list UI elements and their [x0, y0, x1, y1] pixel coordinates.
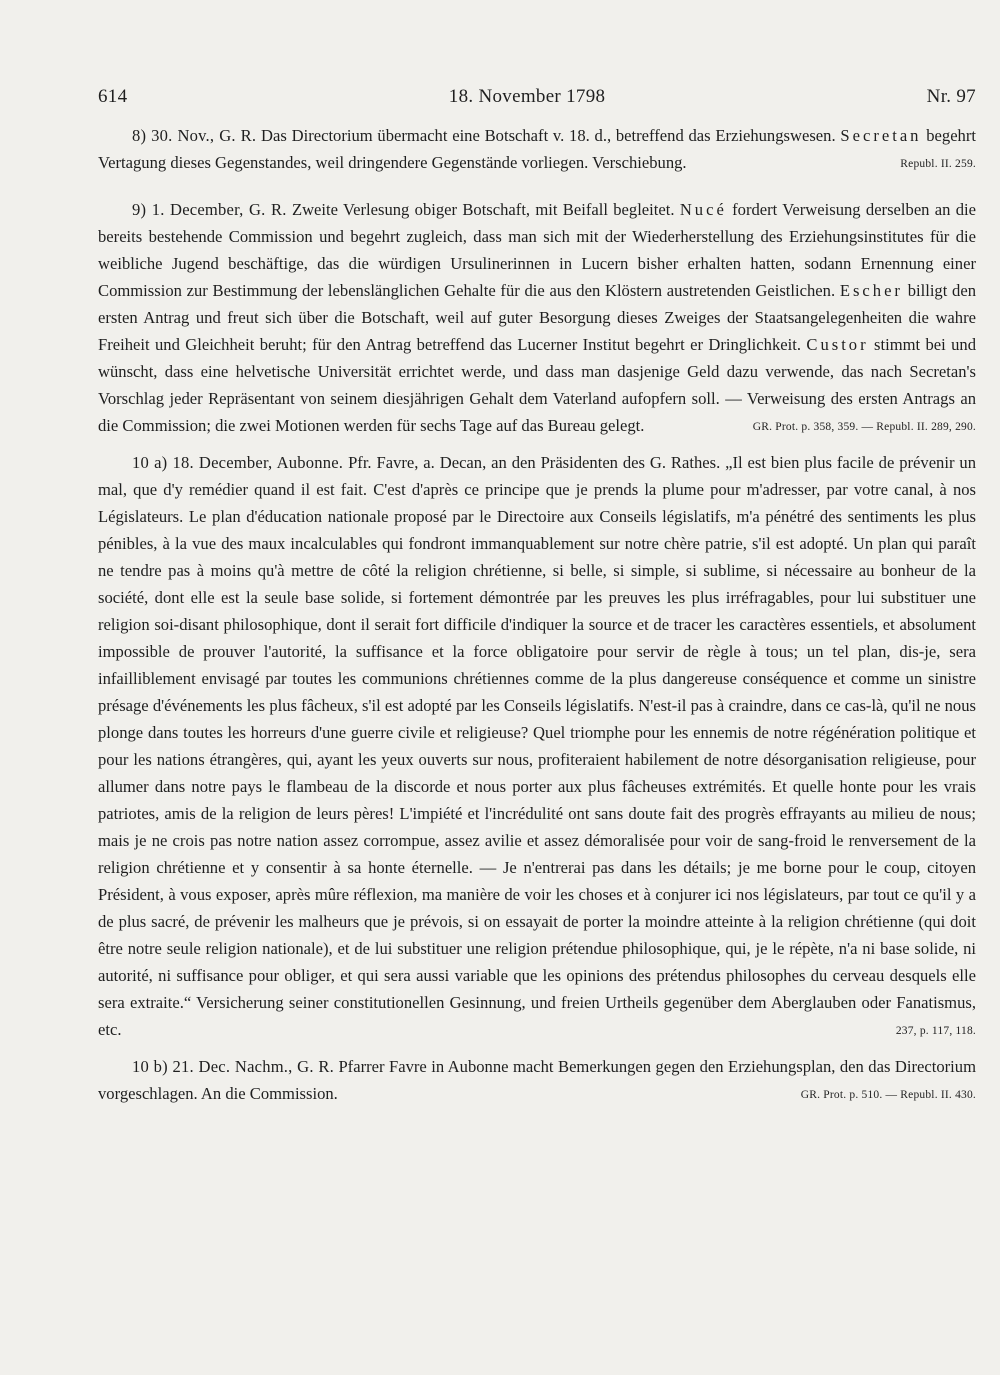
- speaker-name: Escher: [839, 281, 903, 300]
- source-reference: 237, p. 117, 118.: [895, 1025, 976, 1037]
- entry-8: [98, 122, 976, 178]
- source-reference: GR. Prot. p. 510. — Republ. II. 430.: [800, 1089, 976, 1101]
- running-header: [98, 86, 976, 108]
- entry-tag: 10 b) 21. Dec. Nachm., G. R.: [132, 1057, 334, 1076]
- speaker-name: Secretan: [840, 126, 922, 145]
- source-reference: Republ. II. 259.: [900, 158, 976, 170]
- entry-tag: 9) 1. December, G. R.: [132, 200, 287, 219]
- entry-text: billigt den ersten Antrag und freut sich über die Botschaft, weil auf guter Besorgung dieses Zweiges der Staatsangelegenheiten die wahre Freiheit und Gleichheit beruht; für den Antrag betreffend das Lucerner Institut begehrt er Dringlichkeit.: [98, 281, 976, 354]
- entry-tag: 8) 30. Nov., G. R.: [132, 126, 257, 145]
- source-reference: GR. Prot. p. 358, 359. — Republ. II. 289, 290.: [752, 421, 976, 433]
- entry-tag: 10 a) 18. December, Aubonne.: [132, 453, 344, 472]
- speaker-name: Custor: [806, 335, 869, 354]
- entry-text: fordert Verweisung derselben an die bereits bestehende Commission und begehrt zugleich, dass man sich mit der Wiederherstellung des Erziehungsinstitutes für die weibliche Jugend beschäftige, das die würdigen Ursulinerinnen in Lucern bisher erhalten hatten, sodann Ernennung einer Commission zur Bestimmung der lebenslänglichen Gehalte für die aus den Klöstern austretenden Geistlichen.: [98, 200, 976, 300]
- entry-text: Pfarrer Favre in Aubonne macht Bemerkungen gegen den Erziehungsplan, den das Directorium vorgeschlagen. An die Commission.: [98, 1057, 976, 1103]
- page-number: 614: [98, 86, 128, 107]
- document-number: Nr. 97: [926, 86, 976, 107]
- entry-9: [98, 196, 976, 441]
- spacer: [98, 186, 976, 196]
- speaker-name: Nucé: [679, 200, 727, 219]
- entry-text: begehrt Vertagung dieses Gegenstandes, weil dringendere Gegenstände vorliegen. Verschiebung.: [98, 126, 976, 172]
- entry-10b: [98, 1053, 976, 1109]
- entry-text: Zweite Verlesung obiger Botschaft, mit Beifall begleitet.: [291, 200, 675, 219]
- entry-text: stimmt bei und wünscht, dass eine helvetische Universität errichtet werde, und dass man dasjenige Geld dazu verwende, das nach Secretan's Vorschlag jeder Repräsentant von seinem diesjährigen Gehalt dem Vaterland aufopfern soll. — Verweisung des ersten Antrags an die Commission; die zwei Motionen werden für sechs Tage auf das Bureau gelegt.: [98, 335, 977, 435]
- entry-text: Pfr. Favre, a. Decan, an den Präsidenten des G. Rathes. „Il est bien plus facile de prévenir un mal, que d'y remédier quand il est fait. C'est d'après ce principe que je prends la plume pour m'adresser, par votre canal, à nos Législateurs. Le plan d'éducation nationale proposé par le Directoire aux Conseils législatifs, m'a pénétré des sentiments les plus pénibles, à la vue des maux incalculables qui fondront immanquablement sur notre chère patrie, s'il est adopté. Un plan qui paraît ne tendre pas à moins qu'à mettre de côté la religion chrétienne, si belle, si simple, si sublime, si nécessaire au bonheur de la société, dont elle est la seule base solide, si fortement démontrée par les preuves les plus irréfragables, pour lui substituer une religion soi-disant philosophique, dont il serait fort difficile d'indiquer la source et de tracer les caractères essentiels, et absolument impossible de prouver l'autorité, la suffisance et la force obligatoire pour servir de règle à tous; un tel plan, dis-je, sera infailliblement envisagé par toutes les communions chrétiennes comme de la plus dangereuse conséquence et comme un sinistre présage d'événements les plus fâcheux, s'il est adopté par les Conseils législatifs. N'est-il pas à craindre, dans ce cas-là, qu'il ne nous plonge dans toutes les horreurs d'une guerre civile et religieuse? Quel triomphe pour les ennemis de notre régénération politique et pour les nations étrangères, qui, ayant les yeux ouverts sur nous, profiteraient habilement de notre désorganisation religieuse, pour allumer dans notre pays le flambeau de la discorde et nous porter aux plus fâcheuses extrémités. Et quelle honte pour les vrais patriotes, amis de la religion de leurs pères! L'impiété et l'incrédulité ont sans doute fait des progrès effrayants au milieu de nous; mais je ne crois pas notre nation assez corrompue, assez avilie et assez démoralisée pour voir de sang-froid le renversement de la religion chrétienne et y consentir à sa honte éternelle. — Je n'entrerai pas dans les détails; je me borne pour le coup, citoyen Président, à vous exposer, après mûre réflexion, ma manière de voir les choses et à conjurer ici nos législateurs, par tout ce qu'il y a de plus sacré, de prévenir les malheurs que je prévois, si on essayait de porter la moindre atteinte à la religion chrétienne (qui doit être notre seule religion nationale), et de lui substituer une religion prétendue philosophique, qui, je le répète, n'a ni base solide, ni autorité, ni suffisance pour obliger, et qui sera aussi variable que les opinions des prétendus philosophes du cerveau desquels elle sera extraite.“ Versicherung seiner constitutionellen Gesinnung, und freien Urtheils gegenüber dem Aberglauben oder Fanatismus, etc.: [98, 453, 976, 1039]
- header-date: 18. November 1798: [448, 86, 606, 107]
- entry-10a: [98, 449, 976, 1045]
- entry-text: Das Directorium übermacht eine Botschaft v. 18. d., betreffend das Erziehungswesen.: [261, 126, 836, 145]
